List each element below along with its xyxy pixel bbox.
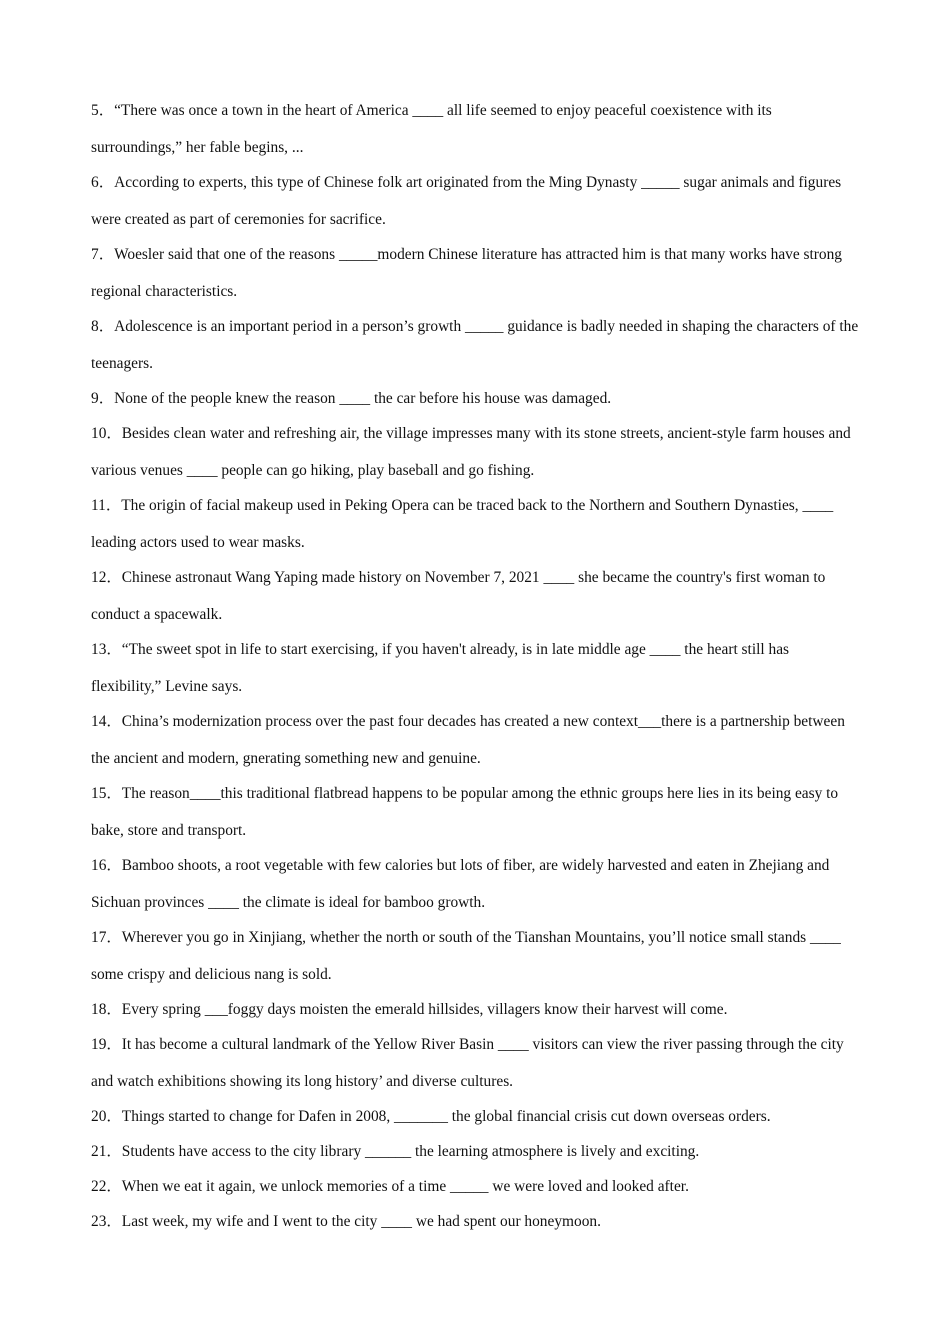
question-item <box>91 847 861 921</box>
question-item <box>91 236 861 310</box>
question-text: It has become a cultural landmark of the Yellow River Basin ____ visitors can view the river passing through the city and watch exhibitions showing its long history’ and diverse cultures. <box>91 1036 844 1090</box>
question-number: 8． <box>91 318 115 335</box>
question-text: Adolescence is an important period in a person’s growth _____ guidance is badly needed in shaping the characters of the teenagers. <box>91 318 859 372</box>
question-text: Students have access to the city library ______ the learning atmosphere is lively and exciting. <box>121 1143 700 1160</box>
question-item <box>91 380 861 417</box>
question-text: Bamboo shoots, a root vegetable with few calories but lots of fiber, are widely harvested and eaten in Zhejiang and Sichuan provinces ____ the climate is ideal for bamboo growth. <box>91 857 830 911</box>
document-page <box>91 92 861 1238</box>
question-item <box>91 991 861 1028</box>
question-number: 6． <box>91 174 115 191</box>
question-item <box>91 308 861 382</box>
question-text: Besides clean water and refreshing air, the village impresses many with its stone streets, ancient-style farm houses and various venues ____ people can go hiking, play baseball and go fishing. <box>91 425 851 479</box>
question-text: When we eat it again, we unlock memories of a time _____ we were loved and looked after. <box>121 1178 689 1195</box>
question-item <box>91 164 861 238</box>
question-number: 23． <box>91 1213 122 1230</box>
question-number: 18． <box>91 1001 122 1018</box>
question-item <box>91 1098 861 1135</box>
question-number: 13． <box>91 641 122 658</box>
question-number: 7． <box>91 246 115 263</box>
question-item <box>91 1133 861 1170</box>
question-number: 17． <box>91 929 122 946</box>
question-item <box>91 92 861 166</box>
question-number: 19． <box>91 1036 122 1053</box>
question-text: Last week, my wife and I went to the city ____ we had spent our honeymoon. <box>121 1213 601 1230</box>
question-number: 12． <box>91 569 122 586</box>
question-item <box>91 703 861 777</box>
question-text: Chinese astronaut Wang Yaping made history on November 7, 2021 ____ she became the country's first woman to conduct a spacewalk. <box>91 569 826 623</box>
question-text: “The sweet spot in life to start exercising, if you haven't already, is in late middle age ____ the heart still has flexibility,” Levine says. <box>91 641 790 695</box>
question-text: Every spring ___foggy days moisten the emerald hillsides, villagers know their harvest will come. <box>121 1001 728 1018</box>
question-text: None of the people knew the reason ____ the car before his house was damaged. <box>114 390 612 407</box>
question-item <box>91 919 861 993</box>
question-item <box>91 631 861 705</box>
question-text: The reason____this traditional flatbread happens to be popular among the ethnic groups here lies in its being easy to bake, store and transport. <box>91 785 839 839</box>
question-text: The origin of facial makeup used in Peking Opera can be traced back to the Northern and Southern Dynasties, ____ leading actors used to wear masks. <box>91 497 834 551</box>
question-number: 9． <box>91 390 115 407</box>
question-number: 15． <box>91 785 122 802</box>
question-number: 22． <box>91 1178 122 1195</box>
question-text: China’s modernization process over the past four decades has created a new context___there is a partnership between the ancient and modern, gnerating something new and genuine. <box>91 713 845 767</box>
question-item <box>91 415 861 489</box>
question-item <box>91 487 861 561</box>
question-number: 5． <box>91 102 115 119</box>
question-item <box>91 559 861 633</box>
question-number: 11． <box>91 497 122 514</box>
question-number: 14． <box>91 713 122 730</box>
question-number: 21． <box>91 1143 122 1160</box>
question-number: 20． <box>91 1108 122 1125</box>
question-item <box>91 1168 861 1205</box>
question-item <box>91 1026 861 1100</box>
question-number: 10． <box>91 425 122 442</box>
question-text: According to experts, this type of Chinese folk art originated from the Ming Dynasty _____ sugar animals and figures were created as part of ceremonies for sacrifice. <box>91 174 842 228</box>
question-item <box>91 1203 861 1240</box>
question-text: “There was once a town in the heart of America ____ all life seemed to enjoy peaceful coexistence with its surroundings,” her fable begins, ... <box>91 102 772 156</box>
question-item <box>91 775 861 849</box>
question-text: Wherever you go in Xinjiang, whether the north or south of the Tianshan Mountains, you’ll notice small stands ____ some crispy and delicious nang is sold. <box>91 929 841 983</box>
question-text: Things started to change for Dafen in 2008, _______ the global financial crisis cut down overseas orders. <box>121 1108 771 1125</box>
question-text: Woesler said that one of the reasons _____modern Chinese literature has attracted him is that many works have strong regional characteristics. <box>91 246 842 300</box>
question-number: 16． <box>91 857 122 874</box>
